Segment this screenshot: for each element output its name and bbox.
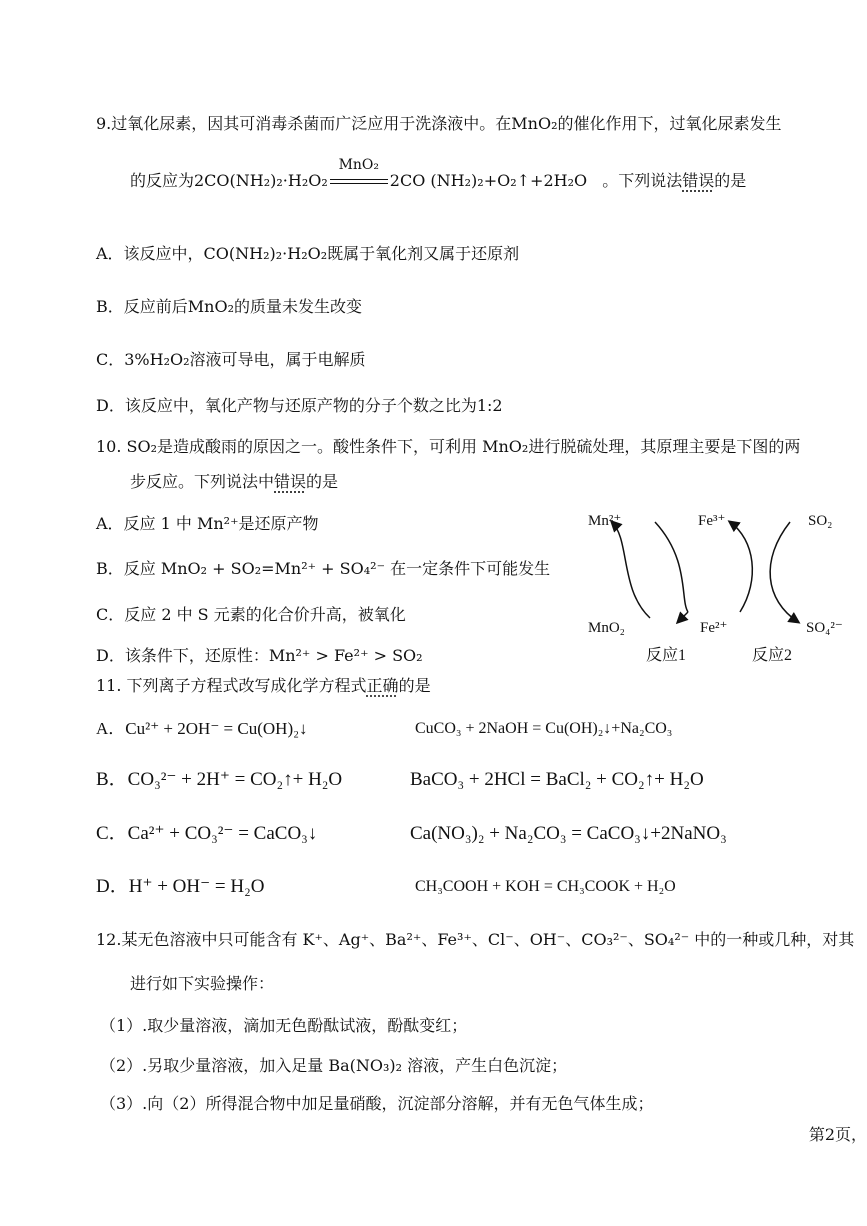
q10-stem-pre: 步反应。下列说法中 (130, 472, 275, 491)
q9-option-c: C．3%H₂O₂溶液可导电，属于电解质 (96, 350, 366, 369)
q11-emphasis: 正确 (366, 676, 399, 695)
q9-reaction-left: 的反应为2CO(NH₂)₂·H₂O₂ (130, 171, 328, 190)
q11-option-d-ionic: D．H⁺ + OH⁻ = H₂O (96, 876, 265, 897)
q9-question-end: 的是 (714, 171, 747, 190)
q9-option-d: D．该反应中，氧化产物与还原产物的分子个数之比为1:2 (96, 396, 503, 415)
diagram-reaction1: 反应1 (646, 647, 687, 664)
q10-stem-end: 的是 (306, 472, 339, 491)
q10-option-c: C．反应 2 中 S 元素的化合价升高，被氧化 (96, 605, 406, 624)
diagram-mno2: MnO₂ (588, 620, 625, 636)
diagram-fe2: Fe²⁺ (700, 620, 728, 636)
page-number: 第2页， (808, 1125, 867, 1144)
q9-option-b: B．反应前后MnO₂的质量未发生改变 (96, 297, 362, 316)
q9-option-a: A．该反应中，CO(NH₂)₂·H₂O₂既属于氧化剂又属于还原剂 (96, 244, 520, 263)
q11-option-b-molecular: BaCO₃ + 2HCl = BaCl₂ + CO₂↑+ H₂O (410, 769, 704, 790)
q12-stem-line2: 进行如下实验操作： (130, 974, 275, 993)
q12-step-2: （2）.另取少量溶液，加入足量 Ba(NO₃)₂ 溶液，产生白色沉淀； (100, 1056, 568, 1075)
diagram-reaction2: 反应2 (752, 647, 793, 664)
arc-so2-to-so4 (770, 522, 798, 622)
diagram-mn2: Mn²⁺ (588, 513, 622, 529)
q12-stem-line1: 12.某无色溶液中只可能含有 K⁺、Ag⁺、Ba²⁺、Fe³⁺、Cl⁻、OH⁻、CO₃²⁻、SO₄²⁻ 中的一种或几种，对其 (96, 930, 855, 949)
arc-fe2-to-fe3 (730, 522, 752, 612)
q10-stem-line2 (130, 471, 338, 493)
q11-option-c-ionic: C．Ca²⁺ + CO₃²⁻ = CaCO₃↓ (96, 823, 318, 844)
q11-option-a-ionic: A．Cu²⁺ + 2OH⁻ = Cu(OH)₂↓ (96, 719, 308, 738)
q9-stem-line1: 9.过氧化尿素，因其可消毒杀菌而广泛应用于洗涤液中。在MnO₂的催化作用下，过氧化尿素发生 (96, 114, 782, 133)
q9-catalyst: MnO₂ (338, 157, 380, 173)
q9-question-tail: 。下列说法 (602, 171, 683, 190)
q10-option-b: B．反应 MnO₂ + SO₂=Mn²⁺ + SO₄²⁻ 在一定条件下可能发生 (96, 559, 551, 578)
diagram-so2: SO₂ (808, 513, 833, 529)
q11-option-b-ionic: B．CO₃²⁻ + 2H⁺ = CO₂↑+ H₂O (96, 769, 343, 790)
q12-step-1: （1）.取少量溶液，滴加无色酚酞试液，酚酞变红； (100, 1016, 468, 1035)
arc-mno2-to-mn2 (612, 522, 650, 618)
diagram-fe3: Fe³⁺ (698, 513, 726, 529)
q10-reaction-diagram (580, 500, 850, 670)
arc-fe3-to-fe2-head (678, 612, 688, 622)
q11-option-c-molecular: Ca(NO₃)₂ + Na₂CO₃ = CaCO₃↓+2NaNO₃ (410, 823, 727, 844)
arc-fe3-to-fe2 (655, 522, 688, 612)
q10-option-a: A．反应 1 中 Mn²⁺是还原产物 (96, 514, 319, 533)
q9-stem-line2 (130, 157, 747, 192)
q10-stem-line1: 10. SO₂是造成酸雨的原因之一。酸性条件下，可利用 MnO₂进行脱硫处理，其原理主要是下图的两 (96, 437, 801, 456)
diagram-so4: SO₄²⁻ (806, 620, 843, 636)
q12-step-3: （3）.向（2）所得混合物中加足量硝酸，沉淀部分溶解，并有无色气体生成； (100, 1094, 654, 1113)
q9-reaction-arrow (330, 157, 388, 192)
q11-option-a-molecular: CuCO₃ + 2NaOH = Cu(OH)₂↓+Na₂CO₃ (415, 720, 673, 737)
q11-stem-pre: 11. 下列离子方程式改写成化学方程式 (96, 676, 367, 695)
q11-option-d-molecular: CH₃COOH + KOH = CH₃COOK + H₂O (415, 878, 676, 895)
q9-emphasis: 错误 (682, 171, 715, 190)
q10-emphasis: 错误 (274, 472, 307, 491)
q9-reaction-right: 2CO (NH₂)₂+O₂↑+2H₂O (389, 171, 588, 190)
q10-option-d: D．该条件下，还原性：Mn²⁺ > Fe²⁺ > SO₂ (96, 646, 423, 665)
q11-stem (96, 675, 431, 697)
q11-stem-end: 的是 (398, 676, 431, 695)
